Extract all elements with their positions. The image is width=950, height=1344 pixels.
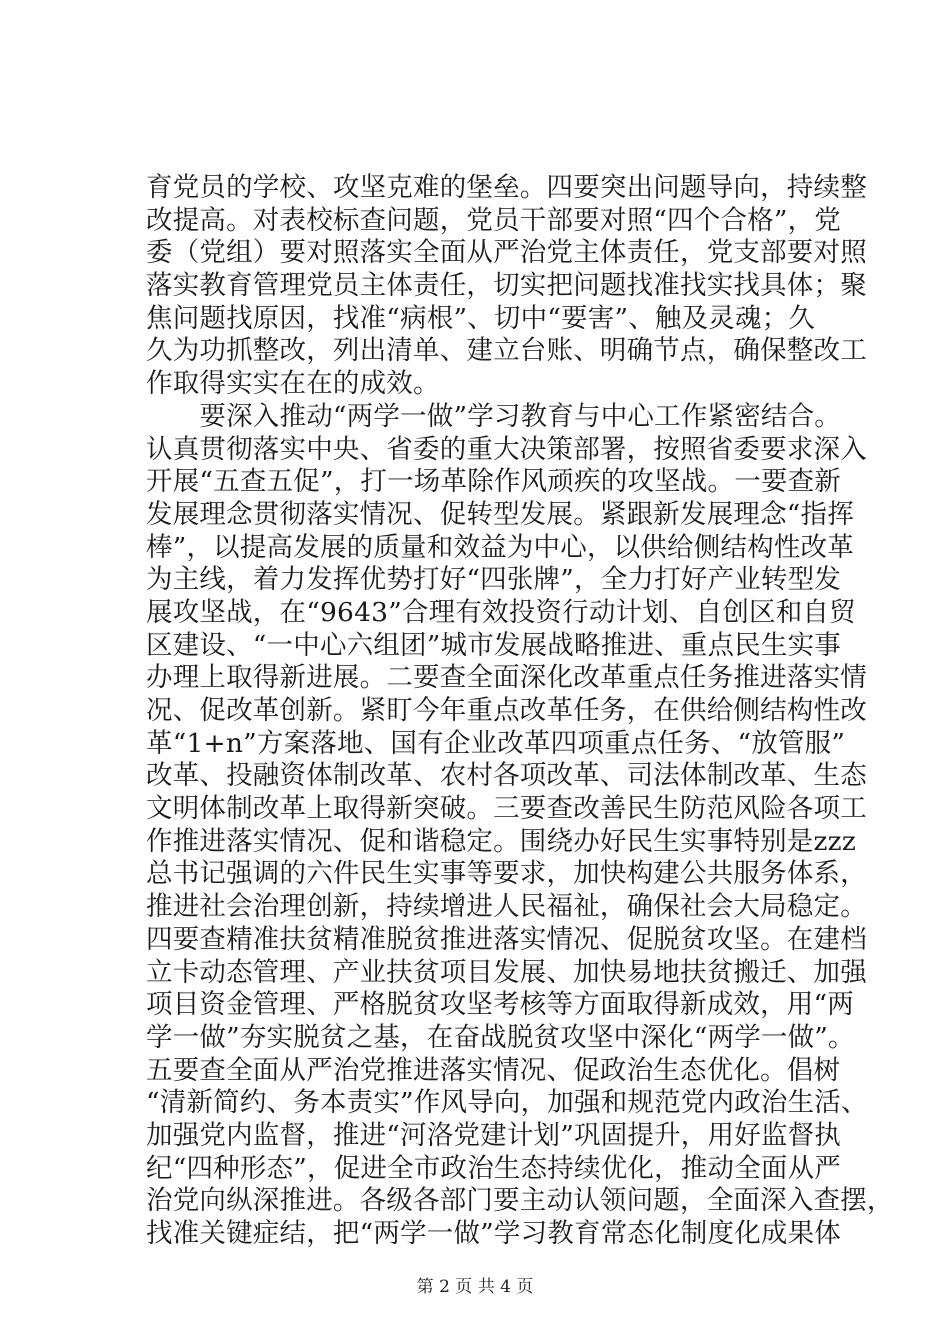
text-line: 作推进落实情况、促和谐稳定。围绕办好民生实事特别是zzz (146, 825, 856, 857)
text-line: 落实教育管理党员主体责任，切实把问题找准找实找具体；聚 (146, 270, 867, 302)
text-line: 久为功抓整改，列出清单、建立台账、明确节点，确保整改工 (146, 335, 867, 367)
text-line: 五要查全面从严治党推进落实情况、促政治生态优化。倡树 (146, 1054, 841, 1086)
text-line: 学一做”夯实脱贫之基，在奋战脱贫攻坚中深化“两学一做”。 (146, 1021, 855, 1053)
text-line: 加强党内监督，推进“河洛党建计划”巩固提升，用好监督执 (146, 1119, 841, 1151)
text-line: 立卡动态管理、产业扶贫项目发展、加快易地扶贫搬迁、加强 (146, 956, 867, 988)
text-line: 育党员的学校、攻坚克难的堡垒。四要突出问题导向，持续整 (146, 172, 867, 203)
text-line: 改革、投融资体制改革、农村各项改革、司法体制改革、生态 (146, 760, 867, 792)
text-line: 改提高。对表校标查问题，党员干部要对照“四个合格”，党 (146, 204, 841, 236)
text-line: 治党向纵深推进。各级各部门要主动认领问题，全面深入查摆， (146, 1185, 894, 1217)
text-line: 作取得实实在在的成效。 (146, 368, 440, 400)
text-line: 焦问题找原因，找准“病根”、切中“要害”、触及灵魂；久 (146, 302, 816, 334)
text-line: 况、促改革创新。紧盯今年重点改革任务，在供给侧结构性改 (146, 695, 867, 726)
text-line: 办理上取得新进展。二要查全面深化改革重点任务推进落实情 (146, 662, 867, 694)
text-line: 发展理念贯彻落实情况、促转型发展。紧跟新发展理念“指挥 (146, 498, 854, 530)
text-line: 找准关键症结，把“两学一做”学习教育常态化制度化成果体 (146, 1218, 841, 1249)
page-footer: 第 2 页 共 4 页 (416, 1277, 534, 1297)
text-line: 开展“五查五促”，打一场革除作风顽疾的攻坚战。一要查新 (146, 466, 841, 498)
text-line: 委（党组）要对照落实全面从严治党主体责任，党支部要对照 (146, 237, 867, 269)
text-line: 棒”，以提高发展的质量和效益为中心，以供给侧结构性改革 (146, 531, 854, 563)
text-line: 项目资金管理、严格脱贫攻坚考核等方面取得新成效，用“两 (146, 989, 854, 1021)
text-line: 推进社会治理创新，持续增进人民福祉，确保社会大局稳定。 (146, 891, 867, 923)
text-line: 文明体制改革上取得新突破。三要查改善民生防范风险各项工 (146, 793, 867, 825)
text-line: 认真贯彻落实中央、省委的重大决策部署，按照省委要求深入 (146, 433, 867, 465)
text-line: 为主线，着力发挥优势打好“四张牌”，全力打好产业转型发 (146, 564, 841, 596)
body-text (146, 172, 894, 1251)
text-line: 要深入推动“两学一做”学习教育与中心工作紧密结合。 (146, 400, 841, 432)
text-line: 纪“四种形态”，促进全市政治生态持续优化，推动全面从严 (146, 1152, 841, 1184)
text-line: 展攻坚战，在“9643”合理有效投资行动计划、自创区和自贸 (146, 596, 856, 628)
text-line: 区建设、“一中心六组团”城市发展战略推进、重点民生实事 (146, 629, 841, 661)
text-line: 革“1+n”方案落地、国有企业改革四项重点任务、“放管服” (146, 727, 846, 759)
text-line: 四要查精准扶贫精准脱贫推进落实情况、促脱贫攻坚。在建档 (146, 923, 867, 955)
text-line: 总书记强调的六件民生实事等要求，加快构建公共服务体系， (146, 858, 867, 890)
text-line: “清新简约、务本责实”作风导向，加强和规范党内政治生活、 (146, 1087, 868, 1119)
